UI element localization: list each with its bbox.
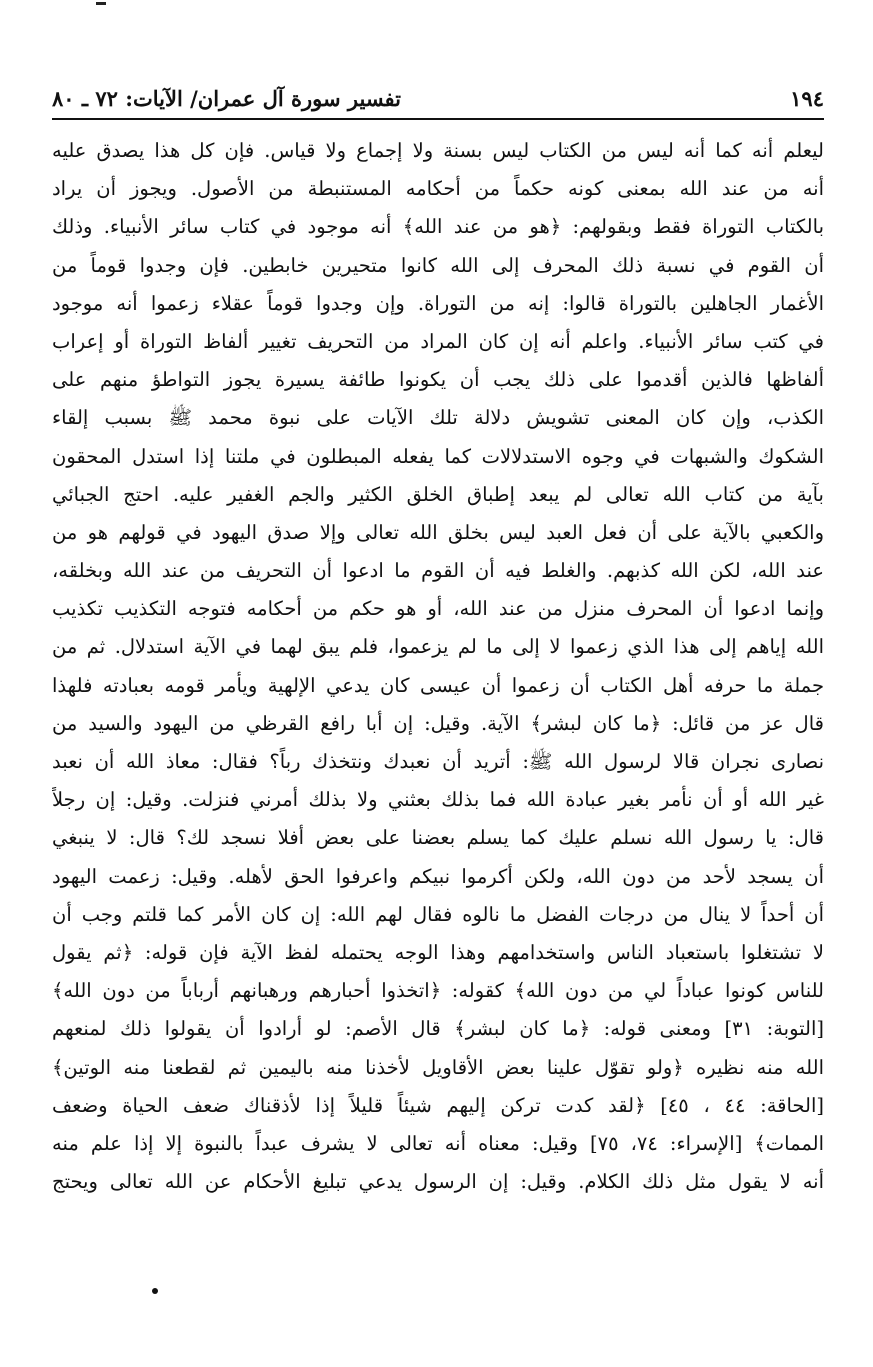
text-line: نصارى نجران قالا لرسول الله ﷺ: أتريد أن نعبدك ونتخذك رباً؟ فقال: معاذ الله أن نعبد <box>52 750 824 773</box>
top-margin-mark <box>96 2 106 5</box>
text-line: الأغمار الجاهلين بالتوراة قالوا: إنه من التوراة. وإن وجدوا قوماً عقلاء زعموا أنه موجود <box>52 291 824 315</box>
text-line: غير الله أو أن نأمر بغير عبادة الله فما بذلك بعثني ولا بذلك أمرني فنزلت. وقيل: إن رجلاً <box>52 788 824 812</box>
text-line: في كتب سائر الأنبياء. واعلم أنه إن كان المراد من التحريف تغيير ألفاظ التوراة أو إعراب <box>52 329 824 353</box>
running-title: تفسير سورة آل عمران/ الآيات: ٧٢ ـ ٨٠ <box>52 86 402 111</box>
footer-dot <box>152 1288 158 1294</box>
text-line: أن يسجد لأحد من دون الله، ولكن أكرموا نبيكم واعرفوا الحق لأهله. وقيل: زعمت اليهود <box>52 864 824 888</box>
text-line: عند الله، لكن الله كذبهم. والغلط فيه أن القوم ما ادعوا أن التحريف من عند الله وبخلقه، <box>52 559 824 583</box>
text-line: الكذب، وإن كان المعنى تشويش دلالة تلك الآيات على نبوة محمد ﷺ بسبب إلقاء <box>52 406 824 430</box>
header-rule <box>52 118 824 120</box>
text-line: لا تشتغلوا باستعباد الناس واستخدامهم وهذا الوجه يحتمله لفظ الآية فإن قوله: ﴿ثم يقول <box>52 940 824 964</box>
text-line: أن أحداً لا ينال من درجات الفضل ما نالوه فقال لهم الله: إن كان الأمر كما قلتم وجب أن <box>52 902 824 926</box>
text-line: قال: يا رسول الله نسلم عليك كما يسلم بعضنا على بعض أفلا نسجد لك؟ قال: لا ينبغي <box>52 826 824 850</box>
text-line: الله منه نظيره ﴿ولو تقوّل علينا بعض الأقاويل لأخذنا منه باليمين ثم لقطعنا منه الوتين﴾ <box>52 1055 824 1079</box>
text-line: الممات﴾ [الإسراء: ٧٤، ٧٥] وقيل: معناه أنه تعالى لا يشرف عبداً بالنبوة إلا إذا علم منه <box>52 1131 824 1155</box>
page-header <box>52 86 824 118</box>
text-line: قال عز من قائل: ﴿ما كان لبشر﴾ الآية. وقيل: إن أبا رافع القرظي من اليهود والسيد من <box>52 711 824 735</box>
text-line: جملة ما حرفه أهل الكتاب أن زعموا أن عيسى كان يدعي الإلهية ويأمر قومه بعبادته فلهذا <box>52 673 824 697</box>
text-line: للناس كونوا عباداً لي من دون الله﴾ كقوله: ﴿اتخذوا أحبارهم ورهبانهم أرباباً من دون الله﴾ <box>52 979 824 1003</box>
text-line: [التوبة: ٣١] ومعنى قوله: ﴿ما كان لبشر﴾ قال الأصم: لو أرادوا أن يقولوا ذلك لمنعهم <box>52 1017 824 1041</box>
body-text <box>52 132 824 1201</box>
page-number: ١٩٤ <box>790 86 824 111</box>
text-line: أن القوم في نسبة ذلك المحرف إلى الله كانوا متحيرين خابطين. فإن وجدوا قوماً من <box>52 253 824 277</box>
text-line: الشكوك والشبهات في وجوه الاستدلالات كما يفعله المبطلون في ملتنا إذا استدل المحقون <box>52 444 824 468</box>
text-line: أنه من عند الله بمعنى كونه حكماً من أحكامه المستنبطة من الأصول. ويجوز أن يراد <box>52 177 824 201</box>
text-line: [الحاقة: ٤٤ ، ٤٥] ﴿لقد كدت تركن إليهم شيئاً قليلاً إذا لأذقناك ضعف الحياة وضعف <box>52 1093 824 1117</box>
text-line: والكعبي بالآية على أن فعل العبد ليس بخلق الله تعالى وإلا صدق اليهود في قولهم هو من <box>52 520 824 544</box>
text-line: وإنما ادعوا أن المحرف منزل من عند الله، أو هو حكم من أحكامه فتوجه التكذيب تكذيب <box>52 597 824 621</box>
text-line: بالكتاب التوراة فقط وبقولهم: ﴿هو من عند الله﴾ أنه موجود في كتاب سائر الأنبياء. وذلك <box>52 215 824 239</box>
text-line: بآية من كتاب الله تعالى لم يبعد إطباق الخلق الكثير والجم الغفير عليه. احتج الجبائي <box>52 482 824 506</box>
text-line: ليعلم أنه كما أنه ليس من الكتاب ليس بسنة ولا إجماع ولا قياس. فإن كل هذا يصدق عليه <box>52 139 824 162</box>
text-line: أنه لا يقول مثل ذلك الكلام. وقيل: إن الرسول يدعي تبليغ الأحكام عن الله تعالى ويحتج <box>52 1170 824 1194</box>
text-line: ألفاظها فالذين أقدموا على ذلك يجب أن يكونوا طائفة يسيرة يجوز التواطؤ منهم على <box>52 368 824 392</box>
text-line: الله إياهم إلى هذا الذي زعموا لا إلى ما لم يزعموا، فلم يبق لهما في الآية استدلال. ثم من <box>52 635 824 659</box>
